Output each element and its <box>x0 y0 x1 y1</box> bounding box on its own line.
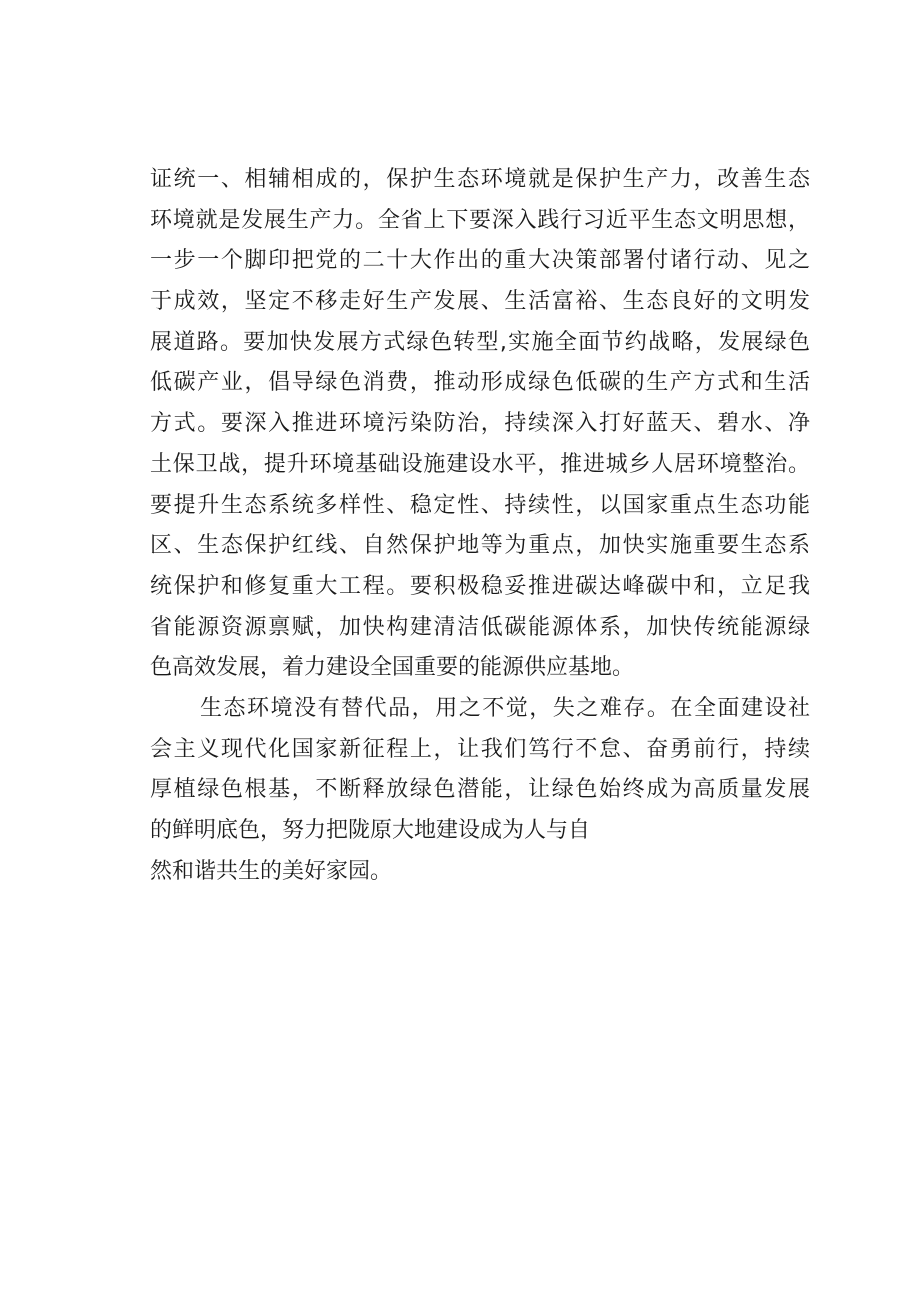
paragraph-1-line-3: 一步一个脚印把党的二十大作出的重大决策部署付诸行动、见之 <box>150 248 810 274</box>
paragraph-1-line-7: 方式。要深入推进环境污染防治，持续深入打好蓝天、碧水、净 <box>150 411 810 437</box>
paragraph-1-line-13: 色高效发展，着力建设全国重要的能源供应基地。 <box>150 655 635 681</box>
paragraph-2-line-1: 生态环境没有替代品，用之不觉，失之难存。在全面建设社 <box>200 695 810 721</box>
paragraph-2-line-3: 厚植绿色根基，不断释放绿色潜能，让绿色始终成为高质量发展 <box>150 777 810 803</box>
paragraph-2-line-5: 然和谐共生的美好家园。 <box>150 858 393 884</box>
paragraph-2-line-2: 会主义现代化国家新征程上，让我们笃行不怠、奋勇前行，持续 <box>150 736 810 762</box>
paragraph-2-line-4: 的鲜明底色，努力把陇原大地建设成为人与自 <box>150 818 591 843</box>
paragraph-1-line-5: 展道路。要加快发展方式绿色转型,实施全面节约战略，发展绿色 <box>150 329 810 355</box>
paragraph-1-line-1: 证统一、相辅相成的，保护生态环境就是保护生产力，改善生态 <box>150 167 810 192</box>
paragraph-1-line-11: 统保护和修复重大工程。要积极稳妥推进碳达峰碳中和，立足我 <box>150 573 810 599</box>
paragraph-1-line-6: 低碳产业，倡导绿色消费，推动形成绿色低碳的生产方式和生活 <box>150 370 810 396</box>
paragraph-1-line-2: 环境就是发展生产力。全省上下要深入践行习近平生态文明思想， <box>150 207 810 233</box>
paragraph-1-line-4: 于成效，坚定不移走好生产发展、生活富裕、生态良好的文明发 <box>150 289 810 315</box>
paragraph-1-line-12: 省能源资源禀赋，加快构建清洁低碳能源体系，加快传统能源绿 <box>150 614 810 640</box>
body-text <box>150 160 810 892</box>
paragraph-1-line-10: 区、生态保护红线、自然保护地等为重点，加快实施重要生态系 <box>150 533 810 559</box>
paragraph-1-line-8: 土保卫战，提升环境基础设施建设水平，推进城乡人居环境整治。 <box>150 451 810 477</box>
paragraph-1-line-9: 要提升生态系统多样性、稳定性、持续性，以国家重点生态功能 <box>150 492 810 518</box>
